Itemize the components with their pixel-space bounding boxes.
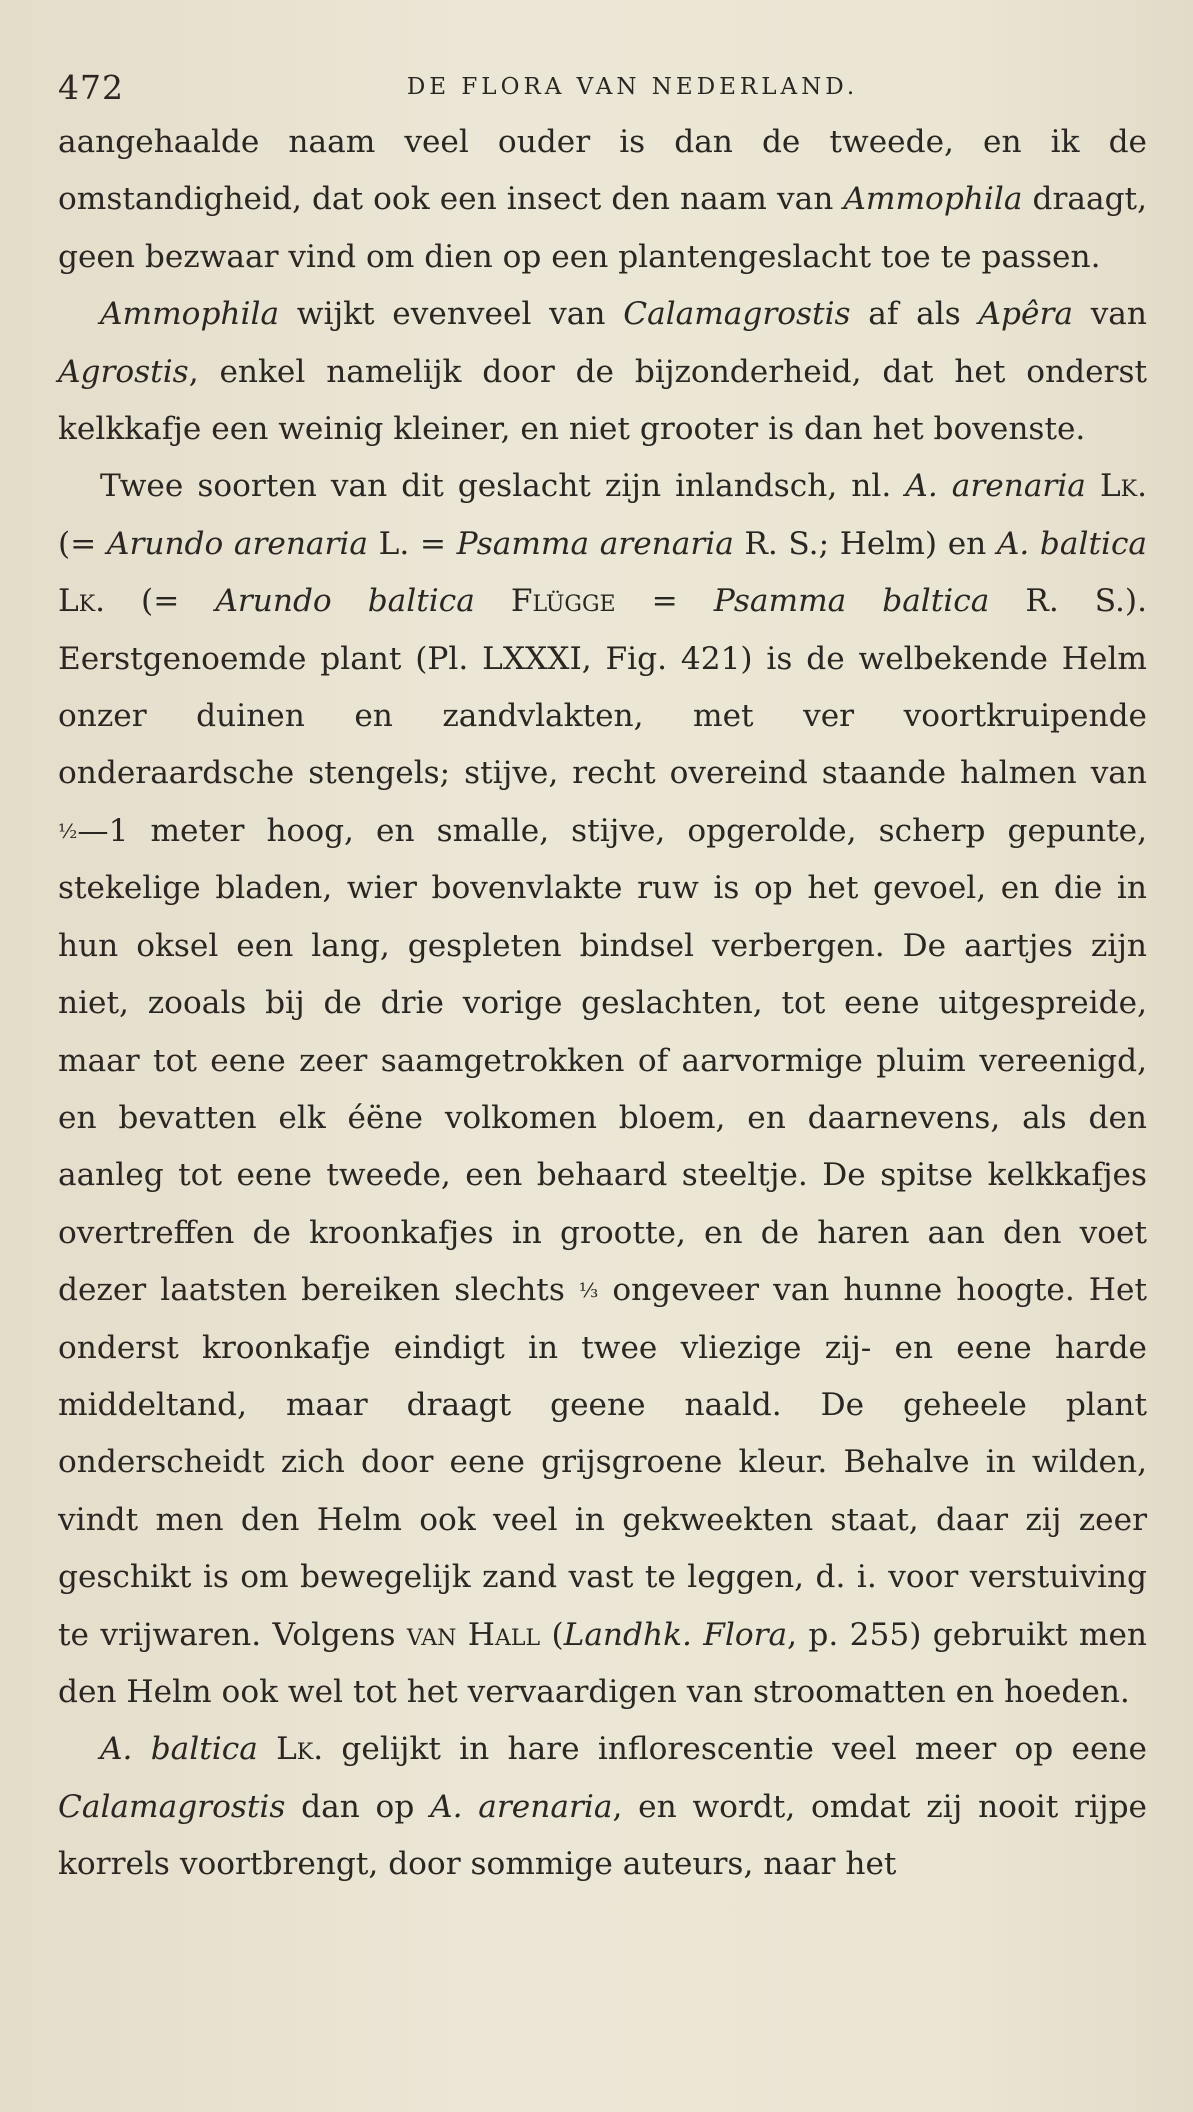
fraction: ½	[58, 818, 78, 843]
text-run: , p. 255) gebruikt men den Helm ook wel tot het vervaardigen van stroomatten en hoeden.	[58, 1616, 1148, 1710]
paragraph	[58, 458, 1147, 1721]
italic-text: A. baltica	[100, 1731, 258, 1768]
fraction: ⅓	[578, 1278, 599, 1303]
paragraph	[58, 286, 1147, 458]
text-run: =	[615, 583, 714, 620]
small-caps-text: Lk.	[276, 1731, 324, 1768]
text-run: R. S.). Eerstgenoemde plant (Pl. LXXXI, Fig. 421) is de welbekende Helm onzer duinen en zandvlakten, met ver voortkruipende onderaardsche stengels; stijve, recht overeind staande halmen van	[58, 583, 1147, 792]
paragraph	[58, 1721, 1147, 1893]
italic-text: Apêra	[978, 296, 1073, 333]
text-run: wijkt evenveel van	[279, 296, 624, 333]
italic-text: Calamagrostis	[623, 296, 851, 333]
text-run: , enkel namelijk door de bijzonderheid, dat het onderst kelkkafje een weinig kleiner, en niet grooter is dan het bovenste.	[58, 353, 1147, 448]
text-run: , en wordt, omdat zij nooit rijpe korrels voortbrengt, door sommige auteurs, naar het	[58, 1788, 1147, 1883]
small-caps-text: van Hall	[406, 1616, 541, 1653]
text-run: gelijkt in hare inflorescentie veel meer op eene	[323, 1731, 1147, 1768]
text-run: van	[1072, 296, 1147, 333]
text-run	[258, 1731, 276, 1767]
page-number: 472	[58, 68, 124, 107]
italic-text: Calamagrostis	[58, 1788, 286, 1825]
italic-text: Arundo baltica	[215, 583, 475, 620]
text-run: ongeveer van hunne hoogte. Het onderst kroonkafje eindigt in twee vliezige zij- en eene harde middeltand, maar draagt geene naald. De geheele plant onderscheidt zich door eene grijsgroene kleur. Behalve in wilden, vindt men den Helm ook veel in gekweekten staat, daar zij zeer geschikt is om bewegelijk zand vast te leggen, d. i. voor verstuiving te vrijwaren. Volgens	[58, 1272, 1147, 1653]
italic-text: A. arenaria	[430, 1788, 613, 1825]
italic-text: A. arenaria	[905, 468, 1086, 505]
small-caps-text: Lk.	[1099, 468, 1147, 505]
italic-text: Agrostis	[58, 353, 189, 390]
italic-text: Landhk. Flora	[563, 1616, 788, 1653]
italic-text: A. baltica	[996, 525, 1148, 562]
paragraph	[58, 114, 1147, 286]
italic-text: Ammophila	[843, 181, 1023, 218]
text-run	[1086, 468, 1100, 504]
italic-text: Psamma baltica	[713, 583, 990, 620]
text-run: —1 meter hoog, en smalle, stijve, opgerolde, scherp gepunte, stekelige bladen, wier bovenvlakte ruw is op het gevoel, en die in hun oksel een lang, gespleten bindsel verbergen. De aartjes zijn niet, zooals bij de drie vorige geslachten, tot eene uitgespreide, maar tot eene zeer saamgetrokken of aarvormige pluim vereenigd, en bevatten elk éëne volkomen bloem, en daarnevens, als den aanleg tot eene tweede, een behaard steeltje. De spitse kelkkafjes overtreffen de kroonkafjes in grootte, en de haren aan den voet dezer laatsten bereiken slechts	[58, 812, 1147, 1309]
text-run: aangehaalde naam veel ouder is dan de tweede, en ik de omstandigheid, dat ook een insect den naam van	[58, 124, 1147, 218]
text-run	[475, 583, 511, 619]
body-text	[58, 114, 1147, 1894]
text-run: L. =	[368, 525, 457, 562]
text-run: R. S.; Helm) en	[733, 525, 997, 562]
small-caps-text: Lk.	[58, 583, 106, 620]
italic-text: Ammophila	[100, 296, 280, 333]
text-run: af als	[850, 296, 979, 333]
text-run: Twee soorten van dit geslacht zijn inlandsch, nl.	[100, 468, 906, 505]
italic-text: Psamma arenaria	[456, 525, 734, 562]
text-run: draagt, geen bezwaar vind om dien op een plantengeslacht toe te passen.	[58, 181, 1148, 275]
text-run: (=	[105, 583, 216, 620]
page-header	[58, 60, 1147, 114]
running-head: DE FLORA VAN NEDERLAND.	[406, 74, 859, 100]
italic-text: Arundo arenaria	[106, 525, 368, 562]
text-run: dan op	[285, 1788, 431, 1825]
small-caps-text: Flügge	[510, 583, 616, 620]
text-run: (=	[58, 525, 107, 562]
text-run: (	[540, 1616, 564, 1653]
